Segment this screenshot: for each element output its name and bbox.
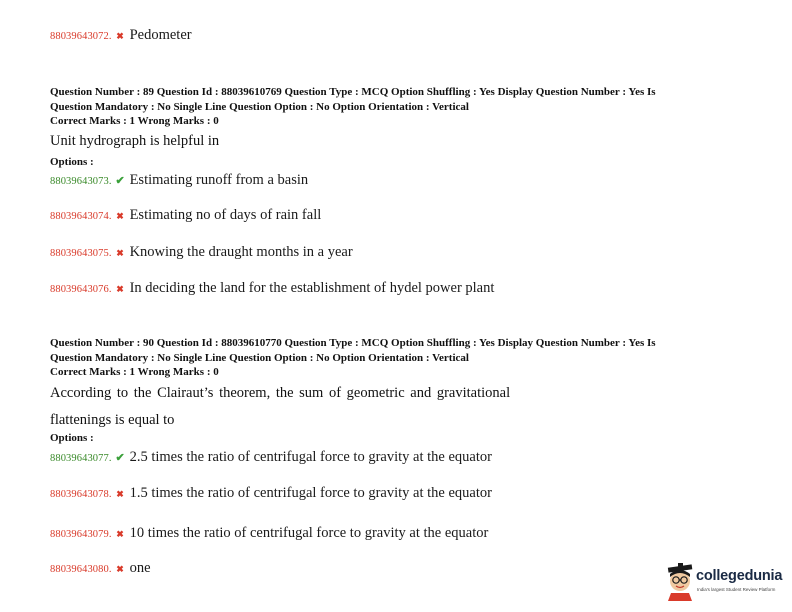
option-text: one (129, 560, 151, 576)
wrong-mark-icon: ✖ (116, 489, 124, 499)
option-text: Pedometer (129, 27, 192, 43)
option-text: Knowing the draught months in a year (129, 244, 353, 260)
option-row (50, 560, 151, 577)
wrong-mark-icon: ✖ (116, 564, 124, 574)
wrong-mark-icon: ✖ (116, 529, 124, 539)
option-text: 2.5 times the ratio of centrifugal force to gravity at the equator (129, 449, 492, 465)
question-text: Unit hydrograph is helpful in (50, 133, 220, 149)
option-row (50, 172, 308, 189)
question-text: According to the Clairaut’s theorem, the sum of geometric and gravitational (50, 385, 511, 401)
option-id: 88039643074. (50, 211, 112, 222)
wrong-mark-icon: ✖ (116, 248, 124, 258)
logo-tagline: India's largest Student Review Platform (697, 587, 776, 592)
question-meta-line: Question Mandatory : No Single Line Question Option : No Option Orientation : Vertical (50, 351, 469, 364)
option-row (50, 207, 321, 224)
options-label: Options : (50, 432, 94, 444)
option-id: 88039643078. (50, 489, 112, 500)
option-row (50, 27, 192, 44)
logo-name: collegedunia (696, 568, 783, 584)
question-marks: Correct Marks : 1 Wrong Marks : 0 (50, 115, 219, 127)
wrong-mark-icon: ✖ (116, 284, 124, 294)
option-id: 88039643076. (50, 284, 112, 295)
option-text: In deciding the land for the establishment of hydel power plant (129, 280, 495, 296)
option-id: 88039643073. (50, 176, 112, 187)
option-id: 88039643080. (50, 564, 112, 575)
collegedunia-mascot-icon (664, 563, 696, 601)
question-meta-line: Question Mandatory : No Single Line Question Option : No Option Orientation : Vertical (50, 100, 469, 113)
option-row (50, 485, 492, 502)
question-meta (50, 336, 750, 380)
option-text: 10 times the ratio of centrifugal force to gravity at the equator (129, 525, 489, 541)
option-row (50, 525, 488, 542)
wrong-mark-icon: ✖ (116, 31, 124, 41)
option-row (50, 449, 492, 466)
option-id: 88039643075. (50, 248, 112, 259)
option-id: 88039643077. (50, 453, 112, 464)
option-text: Estimating runoff from a basin (129, 172, 309, 188)
option-row (50, 280, 494, 297)
wrong-mark-icon: ✖ (116, 211, 124, 221)
question-text: flattenings is equal to (50, 412, 175, 428)
question-meta (50, 85, 750, 129)
option-text: 1.5 times the ratio of centrifugal force to gravity at the equator (129, 485, 492, 501)
option-text: Estimating no of days of rain fall (129, 207, 322, 223)
option-row (50, 244, 353, 261)
option-id: 88039643079. (50, 529, 112, 540)
question-meta-line: Question Number : 89 Question Id : 88039610769 Question Type : MCQ Option Shuffling : Yes Display Question Number : Yes Is (50, 86, 656, 98)
option-id: 88039643072. (50, 31, 112, 42)
question-meta-line: Question Number : 90 Question Id : 88039610770 Question Type : MCQ Option Shuffling : Yes Display Question Number : Yes Is (50, 337, 656, 349)
question-marks: Correct Marks : 1 Wrong Marks : 0 (50, 366, 219, 378)
correct-check-icon: ✔ (115, 175, 125, 187)
options-label: Options : (50, 156, 94, 168)
correct-check-icon: ✔ (115, 452, 125, 464)
